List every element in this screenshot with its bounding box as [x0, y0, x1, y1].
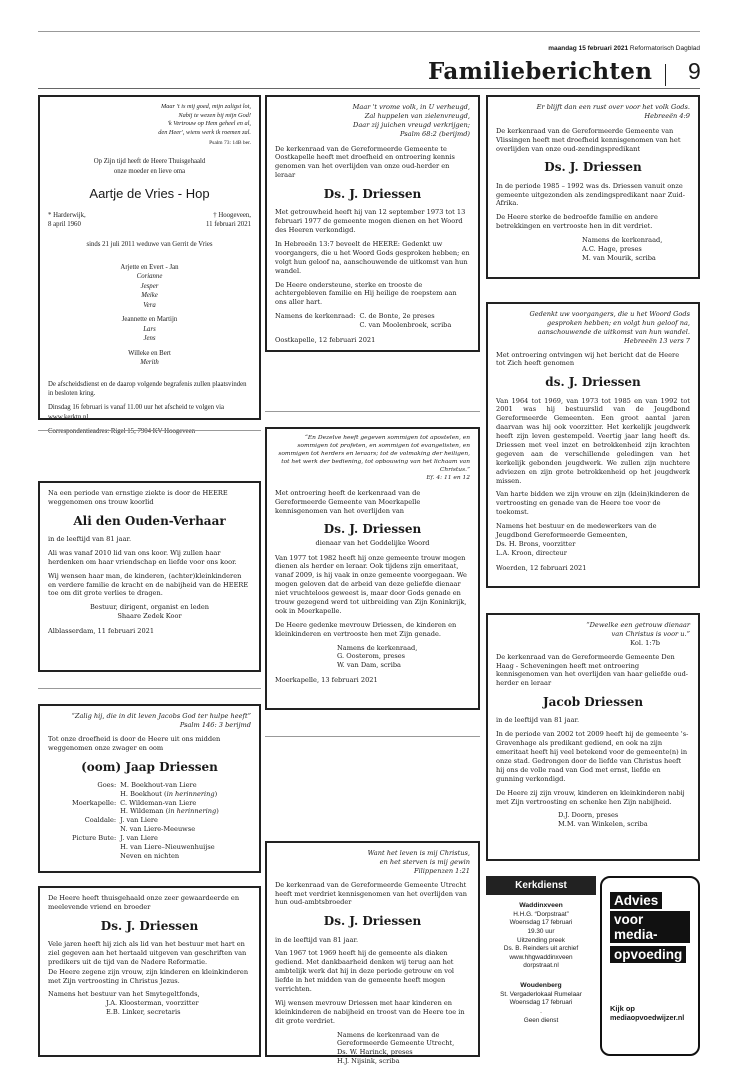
separator [265, 736, 480, 737]
newspaper-name: Reformatorisch Dagblad [629, 45, 700, 52]
signature [275, 1031, 470, 1067]
family-place [72, 852, 116, 861]
signature [48, 990, 251, 1017]
deceased-name: Ds. J. Driessen [323, 187, 422, 202]
quote-reference: Hebreeën 4:9 [644, 111, 690, 120]
signature-line: C. van Moolenbroek, scriba [359, 321, 452, 330]
paragraph: De afscheidsdienst en de daarop volgende begrafenis zullen plaatsvinden in besloten kring. [48, 380, 247, 398]
signature [496, 236, 690, 263]
signature-line: Namens de kerkenraad van de [337, 1030, 440, 1039]
intro: De kerkenraad van de Gereformeerde Gemeente te Oostkapelle heeft met droefheid en ontroering kennis genomen van het overlijden van onze oud-herder en leraar [275, 144, 455, 180]
deceased-name: (oom) Jaap Driessen [81, 759, 218, 774]
paragraph: De Heere zij zijn vrouw, kinderen en kleinkinderen nabij met Zijn vertroosting en schenke hen Zijn nabijheid. [496, 788, 685, 806]
family-member: Merith [140, 359, 159, 367]
family-list [48, 263, 251, 368]
kerkdienst-entry [486, 981, 596, 1025]
paragraph: Wij wensen mevrouw Driessen met haar kinderen en kleinkinderen de nabijheid en troost van de Heere toe in dit grote verdriet. [275, 998, 465, 1025]
paragraph: In Hebreeën 13:7 beveelt de HEERE: Gedenkt uw voorgangers, die u het Woord Gods gesproken hebben; en volgt hun geloof na, aanschouwende de uitkomst van hun wandel. [275, 239, 470, 275]
quote: “Zalig hij, die in dit leven Jacobs God ter hulpe heeft” [71, 712, 251, 720]
signature [496, 811, 690, 829]
paragraph: De Heere ondersteune, sterke en trooste de achtergebleven familie en Hij heilige de roepstem aan ons aller hart. [275, 280, 457, 307]
quote-line: van Christus is voor u.” [611, 629, 690, 638]
kerkdienst-entries [486, 895, 596, 1025]
place-date: Moerkapelle, 13 februari 2021 [275, 676, 378, 685]
quote-line: Want het leven is mij Christus, [367, 849, 470, 857]
quote-reference: Kol. 1:7b [630, 638, 660, 647]
deceased-name: Ds. J. Driessen [323, 914, 422, 929]
kerkdienst-panel [486, 876, 596, 1056]
place-date: Alblasserdam, 11 februari 2021 [48, 627, 155, 636]
quote-reference: Psalm 68:2 (berijmd) [400, 129, 470, 138]
intro: Met ontroering heeft de kerkenraad van de Gereformeerde Gemeente van Moerkapelle kennisgenomen van het overlijden van [275, 488, 421, 515]
top-rule [38, 31, 700, 32]
signature-line: M. van Mourik, scriba [582, 253, 656, 262]
notice-vlissingen [486, 95, 700, 279]
paragraph: De Heere gedenke mevrouw Driessen, de kinderen en kleinkinderen en vertrooste hen met Zijn genade. [275, 620, 457, 638]
notice-den-ouden-verhaar [38, 481, 261, 672]
place-date: Woerden, 12 februari 2021 [496, 563, 587, 572]
signature [275, 312, 470, 330]
family-member: Vera [143, 301, 156, 309]
age: in de leeftijd van 81 jaar. [275, 935, 359, 944]
kerkdienst-line: Geen dienst [523, 1016, 559, 1024]
notice-den-haag [486, 613, 700, 861]
paragraph: In de periode van 2002 tot 2009 heeft hij de gemeente 's-Gravenhage als predikant gediend, en ook na zijn emeritaat heeft hij veel betekend voor de gemeente(n) in onze stad. Gedrongen door de liefde van Christus heeft hij ons de volle raad van God met ernst, liefde en gunning verkondigd. [496, 730, 689, 783]
notice-jeugdbond [486, 302, 700, 588]
family-member: M. Boekhout-van Liere [120, 780, 197, 789]
family-member: Jens [143, 335, 156, 343]
life-dates [48, 211, 251, 229]
paragraph: Van 1977 tot 1982 heeft hij onze gemeente trouw mogen dienen als herder en leraar. Ook tijdens zijn emeritaat, vanaf 2009, is hij vaak in onze gemeente voorgegaan. We mogen geloven dat de arbeid van deze geliefde dienaar niet vruchteloos geweest is, maar door Gods genade en trouw gezegend werd tot uitbreiding van Zijn Koninkrijk, ook in Moerkapelle. [275, 553, 467, 615]
signature-line: G. Oosterom, preses [337, 652, 406, 661]
paragraph: Met getrouwheid heeft hij van 12 september 1973 tot 13 februari 1977 de gemeente mogen dienen en het Woord des Heeren verkondigd. [275, 208, 466, 235]
age: in de leeftijd van 81 jaar. [496, 716, 580, 725]
advertisement-cta: Kijk op [610, 1004, 636, 1013]
family-place [72, 807, 116, 816]
signature-line: Namens het bestuur van het Smytegeltfonds, [48, 990, 200, 999]
family-member: Jesper [140, 282, 159, 290]
paragraph: Van harte bidden we zijn vrouw en zijn (klein)kinderen de vertroosting en genade van de Heere toe voor de toekomst. [496, 490, 690, 517]
quote-line: Zal huppelen van zielenvreugd, [364, 111, 470, 120]
birth-place: * Harderwijk, [48, 212, 86, 220]
quote-line: Nabij te wezen bij mijn God! [178, 111, 251, 119]
kerkdienst-line: dorpstraat.nl [523, 962, 559, 970]
intro: De kerkenraad van de Gereformeerde Gemeente Den Haag - Scheveningen heeft met ontroering kennisgenomen van het overlijden van haar geliefde oud-herder en leraar [496, 652, 689, 688]
separator [38, 430, 261, 431]
kerkdienst-line: 19.30 uur [527, 927, 555, 935]
quote-reference: Psalm 73: 14B ber. [209, 140, 251, 146]
signature [275, 644, 470, 671]
signature-line: Ds. H. Brons, voorzitter [496, 539, 576, 548]
quote: Er blijft dan een rust over voor het volk Gods. [536, 103, 690, 111]
signature [48, 603, 251, 621]
header-rule [38, 88, 700, 89]
kerkdienst-line: www.hhgwaddinxveen [509, 953, 573, 961]
notice-jaap-driessen [38, 704, 261, 873]
paragraph: Dinsdag 16 februari is vanaf 11.00 uur het afscheid te volgen via www.kerktn.nl [48, 404, 225, 421]
subtitle: dienaar van het Goddelijke Woord [315, 538, 430, 547]
quote-line: 'k Vertrouw op Hem geheel en al, [167, 120, 251, 127]
family-member: N. van Liere-Meeuwse [120, 825, 196, 834]
dateline [548, 45, 700, 52]
signature-line: Namens de kerkenraad, [337, 643, 418, 652]
signature-line: C. de Bonte, 2e preses [359, 312, 435, 321]
paragraph: Vele jaren heeft hij zich als lid van het bestuur met hart en ziel gegeven aan het hertaald uitgeven van geschriften van predikers uit de tijd van de Nadere Reformatie. [48, 939, 247, 966]
intro-line: Op Zijn tijd heeft de Heere Thuisgehaald [93, 158, 206, 166]
kerkdienst-place: Waddinxveen [519, 902, 563, 909]
quote-line: Maar 't vrome volk, in U verheugd, [352, 103, 470, 111]
advertisement-headline [610, 890, 690, 964]
intro [48, 157, 251, 175]
signature-line: Gereformeerde Gemeente Utrecht, [337, 1039, 455, 1048]
separator [38, 688, 261, 689]
quote-line: Maar 't is mij goed, mijn zaligst lot, [160, 103, 251, 110]
issue-date: maandag 15 februari 2021 [548, 45, 629, 52]
signature-line: M.M. van Winkelen, scriba [558, 820, 648, 829]
page-number: 9 [688, 58, 701, 84]
signature-line: W. van Dam, scriba [337, 661, 401, 670]
intro: Tot onze droefheid is door de Heere uit ons midden weggenomen onze zwager en oom [48, 734, 221, 752]
quote-reference: Psalm 146: 3 berijmd [179, 720, 251, 729]
place-date: Oostkapelle, 12 februari 2021 [275, 336, 376, 344]
signature-line: Namens de kerkenraad, [582, 236, 663, 245]
signature-line: Ds. W. Harinck, preses [337, 1048, 413, 1057]
quote [496, 621, 690, 639]
signature-line: A.C. Hage, preses [582, 244, 642, 253]
family-member: Lars [143, 325, 156, 333]
death-place: † Hoogeveen, [213, 212, 251, 220]
family-place [72, 790, 116, 799]
family-member: H. van Liere–Nieuwenhuijse [120, 842, 215, 851]
signature-line: D.J. Doorn, preses [558, 811, 619, 820]
quote-line: “Dewelke een getrouw dienaar [586, 621, 690, 629]
deceased-name: Ds. J. Driessen [544, 160, 642, 175]
quote-line: en het sterven is mij gewin [379, 857, 470, 866]
kerkdienst-line: Ds. B. Reinders uit archief [503, 945, 579, 953]
signature-label: Namens de kerkenraad: [275, 312, 356, 321]
quote: “En Dezelve heeft gegeven sommigen tot apostelen, en sommigen tot profeten, en sommigen tot evangelisten, en sommigen tot herders en leraars; tot de volmaking der heiligen, tot het werk der bediening, tot opbouwing van het lichaam van Christus.” [278, 435, 470, 473]
deceased-name: Ds. J. Driessen [100, 918, 199, 933]
family-member: C. Wildeman-van Liere [120, 798, 197, 807]
deceased-name: Ds. J. Driessen [323, 522, 422, 537]
family-place: Moerkapelle: [72, 798, 117, 807]
section-title: Familieberichten [428, 58, 653, 85]
quote-reference: Hebreeën 13 vers 7 [623, 336, 690, 345]
family-member: Corianne [136, 273, 163, 281]
advertisement-url[interactable]: mediaopvoedwijzer.nl [610, 1013, 685, 1022]
media-advertisement[interactable] [600, 876, 700, 1056]
quote [275, 849, 470, 867]
signature-line: E.B. Linker, secretaris [106, 1008, 181, 1017]
family-member: Jeannette en Martijn [121, 316, 178, 324]
quote-line: Gedenkt uw voorgangers, die u het Woord Gods [529, 310, 690, 318]
paragraph: Van 1964 tot 1969, van 1973 tot 1985 en van 1992 tot 2001 was hij bestuurslid van de Jeugdbond Gereformeerde Gemeenten. Een groot aantal jaren daarvan was hij ook voorzitter. Het kerkelijk jeugdwerk heeft zijn leven gestempeld. Veertig jaar lang heeft ds. Driessen met veel inzet en betrokkenheid zijn krachten gegeven aan de verschillende geledingen van het kerkelijk gebonden jeugdwerk. We zullen zijn nuchtere adviezen en zijn grote betrokkenheid op het jeugdwerk missen. [496, 396, 690, 485]
kerkdienst-line: Woensdag 17 februari [509, 999, 573, 1007]
kerkdienst-line: . [540, 1008, 542, 1016]
paragraph: De Heere sterke de bedroefde familie en andere betrekkingen en vertrooste hen in dit verdriet. [496, 213, 658, 231]
notice-utrecht [265, 841, 480, 1066]
paragraph: Wij wensen haar man, de kinderen, (achter)kleinkinderen en verdere familie de kracht en de nabijheid van de HEERE toe om dit grote verlies te dragen. [48, 571, 249, 598]
family-place [72, 825, 116, 834]
paragraph: Ali was vanaf 2010 lid van ons koor. Wij zullen haar herdenken om haar vriendschap en liefde voor ons koor. [48, 548, 237, 566]
death-date: 11 februari 2021 [205, 221, 251, 229]
quote-reference: Ef. 4: 11 en 12 [426, 474, 470, 481]
advertisement-line: Advies [610, 892, 662, 909]
signature-line: J.A. Kloosterman, voorzitter [106, 999, 199, 1008]
age: in de leeftijd van 81 jaar. [48, 534, 132, 543]
signature-line: Bestuur, dirigent, organist en leden [89, 603, 210, 612]
family-list [48, 781, 251, 861]
deceased-name: Jacob Driessen [542, 695, 644, 710]
family-member: H. Boekhout (in herinnering) [120, 789, 218, 798]
signature-line: Namens het bestuur en de medewerkers van de Jeugdbond Gereformeerde Gemeenten, [496, 522, 657, 539]
family-place: Picture Bute: [72, 834, 117, 843]
family-member: Willeke en Bert [128, 349, 171, 357]
quote-line: Daar zij juichen vreugd verkrijgen; [353, 120, 470, 129]
intro: Met ontroering ontvingen wij het bericht dat de Heere tot Zich heeft genomen [496, 350, 680, 368]
deceased-name: ds. J. Driessen [545, 375, 641, 390]
family-place: Goes: [97, 780, 117, 789]
intro: De kerkenraad van de Gereformeerde Gemeente Utrecht heeft met verdriet kennisgenomen van het overlijden van hun oud-ambtsbroeder [275, 880, 468, 907]
paragraph: In de periode 1985 – 1992 was ds. Driessen vanuit onze gemeente uitgezonden als zendingspredikant naar Zuid-Afrika. [496, 181, 685, 208]
notice-oostkapelle [265, 95, 480, 352]
kerkdienst-entry [486, 901, 596, 971]
paragraph: Van 1967 tot 1969 heeft hij de gemeente als diaken gediend. Met dankbaarheid denken wij terug aan het ambtelijk werk dat hij in deze periode getrouw en vol liefde in het midden van de gemeente heeft mogen verrichten. [275, 949, 455, 993]
deceased-name: Ali den Ouden-Verhaar [73, 513, 226, 528]
intro: De kerkenraad van de Gereformeerde Gemeente van Vlissingen heeft met droefheid kennisgenomen van het overlijden van onze oud-zendingspredikant [496, 126, 681, 153]
family-member: Neven en nichten [120, 851, 180, 860]
title-divider [665, 64, 666, 86]
family-place [72, 843, 116, 852]
quote [275, 103, 470, 130]
family-member: Meike [141, 292, 158, 300]
family-member: J. van Liere [120, 816, 158, 825]
signature [496, 522, 690, 558]
notice-smytegeltfonds [38, 886, 261, 1057]
kerkdienst-line: H.H.G. “Dorpstraat” [513, 910, 569, 918]
signature-line: Shaare Zedek Koor [117, 612, 182, 621]
family-place: Coaldale: [84, 816, 117, 825]
quote [496, 310, 690, 337]
intro: Na een periode van ernstige ziekte is door de HEERE weggenomen ons trouw koorlid [48, 489, 228, 506]
signature-line: L.A. Kroon, directeur [496, 548, 567, 557]
separator [265, 411, 480, 412]
kerkdienst-place: Woudenberg [520, 982, 562, 990]
notice-de-vries-hop [38, 95, 261, 435]
intro: De Heere heeft thuisgehaald onze zeer gewaardeerde en meelevende vriend en broeder [48, 894, 240, 911]
advertisement-line: opvoeding [610, 946, 686, 963]
quote-line: gesproken hebben; en volgt hun geloof na, [547, 318, 690, 327]
family-member: H. Wildeman (in herinnering) [120, 807, 219, 816]
quote-reference: Filippenzen 1:21 [413, 866, 470, 875]
family-member: J. van Liere [120, 834, 158, 843]
deceased-name: Aartje de Vries - Hop [89, 185, 210, 201]
quote [48, 103, 251, 137]
correspondence-address: Correspondentieadres: Rigel 15, 7904 KV Hoogeveen [48, 427, 196, 435]
kerkdienst-line: Woensdag 17 februari [509, 919, 573, 927]
quote-line: den Heer', wiens werk ik roemen zal. [158, 128, 251, 136]
quote-line: aanschouwende de uitkomst van hun wandel. [537, 327, 690, 336]
notice-moerkapelle [265, 427, 480, 710]
family-member: Arjette en Evert - Jan [120, 263, 179, 271]
paragraph: De Heere zegene zijn vrouw, zijn kinderen en kleinkinderen met Zijn vertroosting in Christus Jezus. [48, 967, 249, 985]
kerkdienst-line: St. Vergaderlokaal Rumelaar [500, 990, 582, 998]
widow-line: sinds 21 juli 2011 weduwe van Gerrit de Vries [86, 240, 213, 248]
signature-line: H.J. Nijsink, scriba [337, 1057, 400, 1066]
kerkdienst-line: Uitzending preek [517, 936, 565, 944]
intro-line: onze moeder en lieve oma [113, 167, 186, 175]
kerkdienst-title: Kerkdienst [486, 876, 596, 895]
advertisement-line: voor media- [610, 911, 690, 943]
birth-date: 8 april 1960 [48, 221, 81, 229]
